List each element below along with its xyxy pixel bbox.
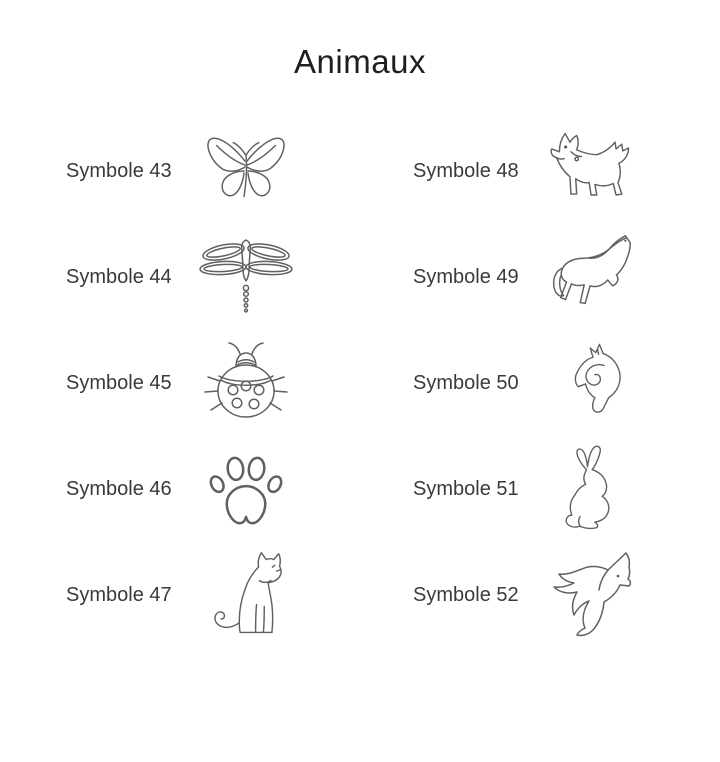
dove-icon bbox=[535, 543, 651, 647]
symbol-item bbox=[347, 224, 720, 330]
symbol-item bbox=[0, 224, 347, 330]
symbol-item bbox=[347, 436, 720, 542]
butterfly-icon bbox=[188, 119, 304, 223]
symbol-label: Symbole 46 bbox=[66, 477, 172, 500]
symbol-item bbox=[347, 330, 720, 436]
dragonfly-icon bbox=[188, 225, 304, 329]
symbol-label: Symbole 48 bbox=[413, 159, 519, 182]
cat-icon bbox=[188, 543, 304, 647]
symbol-item bbox=[0, 330, 347, 436]
symbol-label: Symbole 52 bbox=[413, 583, 519, 606]
dog-icon bbox=[535, 119, 651, 223]
symbol-label: Symbole 47 bbox=[66, 583, 172, 606]
symbol-item bbox=[0, 118, 347, 224]
symbol-label: Symbole 43 bbox=[66, 159, 172, 182]
symbols-grid bbox=[0, 118, 720, 648]
symbol-label: Symbole 49 bbox=[413, 265, 519, 288]
symbol-item bbox=[347, 118, 720, 224]
horse-head-icon bbox=[535, 331, 651, 435]
symbols-sheet bbox=[0, 42, 720, 762]
horse-icon bbox=[535, 225, 651, 329]
symbol-label: Symbole 51 bbox=[413, 477, 519, 500]
symbol-item bbox=[347, 542, 720, 648]
symbol-item bbox=[0, 542, 347, 648]
page-title: Animaux bbox=[294, 43, 426, 80]
symbol-item bbox=[0, 436, 347, 542]
ladybug-icon bbox=[188, 331, 304, 435]
rabbit-icon bbox=[535, 437, 651, 541]
symbol-label: Symbole 50 bbox=[413, 371, 519, 394]
symbol-label: Symbole 45 bbox=[66, 371, 172, 394]
paw-print-icon bbox=[188, 437, 304, 541]
symbol-label: Symbole 44 bbox=[66, 265, 172, 288]
